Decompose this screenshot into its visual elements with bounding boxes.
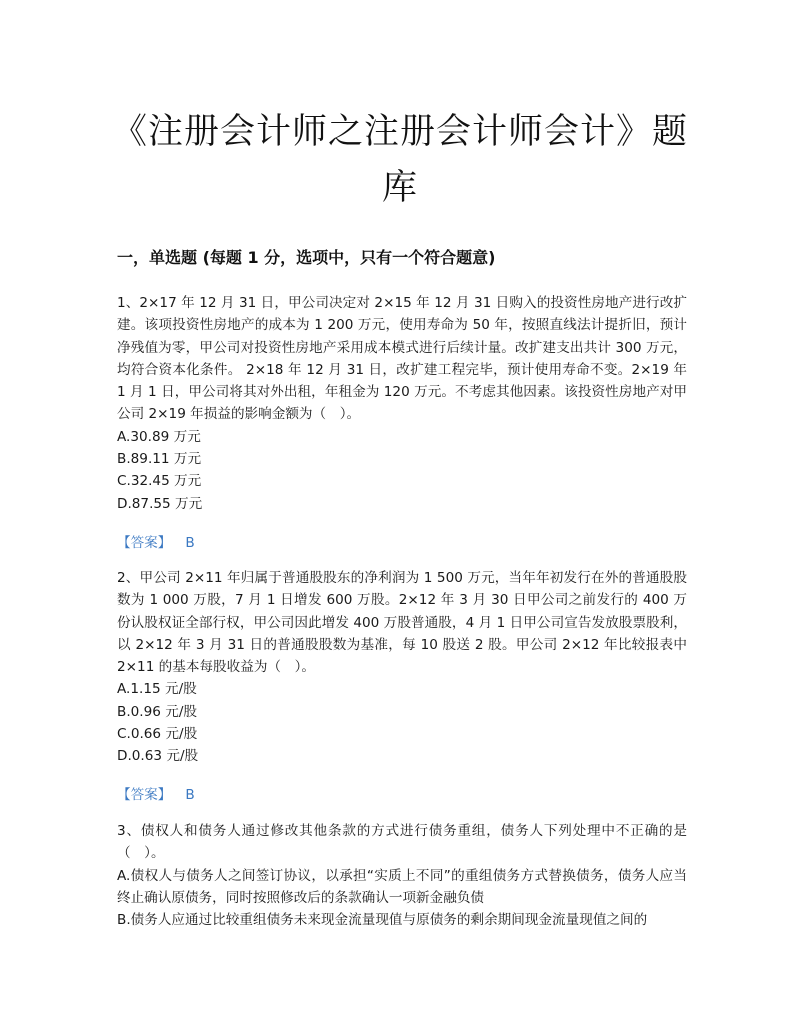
- question-1-option-b: B.89.11 万元: [117, 451, 202, 468]
- answer-value: B: [185, 787, 195, 803]
- question-1-option-d: D.87.55 万元: [117, 495, 203, 512]
- question-3-text: 3、债权人和债务人通过修改其他条款的方式进行债务重组，债务人下列处理中不正确的是（ ）。: [117, 823, 687, 862]
- question-1-answer: [117, 532, 195, 554]
- question-2-option-c: C.0.66 元/股: [117, 726, 198, 743]
- section-heading: 一，单选题 (每题 1 分，选项中，只有一个符合题意): [117, 248, 496, 267]
- question-2-answer: [117, 784, 195, 806]
- answer-label: 【答案】: [117, 787, 172, 803]
- question-3-option-b: B.债务人应通过比较重组债务未来现金流量现值与原债务的剩余期间现金流量现值之间的: [117, 912, 648, 929]
- question-1-option-c: C.32.45 万元: [117, 473, 202, 490]
- answer-label: 【答案】: [117, 535, 172, 551]
- question-2-option-b: B.0.96 元/股: [117, 703, 198, 720]
- question-2: [117, 567, 687, 768]
- document-title: 《注册会计师之注册会计师会计》题库: [111, 112, 688, 208]
- answer-value: B: [185, 535, 195, 551]
- question-1-option-a: A.30.89 万元: [117, 428, 201, 445]
- question-2-text: 2、甲公司 2×11 年归属于普通股股东的净利润为 1 500 万元，当年年初发行在外的普通股股数为 1 000 万股，7 月 1 日增发 600 万股。2×12 年 3 月 30 日甲公司之前发行的 400 万份认股权证全部行权，甲公司因此增发 400 万股普通股，4 月 1 日甲公司宣告发放股票股利，以 2×12 年 3 月 31 日的普通股股数为基准，每 10 股送 2 股。甲公司 2×12 年比较报表中 2×11 的基本每股收益为（ ）。: [117, 570, 687, 676]
- question-1-text: 1、2×17 年 12 月 31 日，甲公司决定对 2×15 年 12 月 31 日购入的投资性房地产进行改扩建。该项投资性房地产的成本为 1 200 万元，使用寿命为 50 年，按照直线法计提折旧，预计净残值为零，甲公司对投资性房地产采用成本模式进行后续计量。改扩建支出共计 300 万元，均符合资本化条件。 2×18 年 12 月 31 日，改扩建工程完毕，预计使用寿命不变。2×19 年 1 月 1 日，甲公司将其对外出租，年租金为 120 万元。不考虑其他因素。该投资性房地产对甲公司 2×19 年损益的影响金额为（ ）。: [117, 295, 687, 423]
- question-3: [117, 820, 687, 931]
- question-3-option-a: A.债权人与债务人之间签订协议，以承担“实质上不同”的重组债务方式替换债务，债务人应当终止确认原债务，同时按照修改后的条款确认一项新金融负债: [117, 867, 687, 906]
- question-2-option-a: A.1.15 元/股: [117, 681, 197, 698]
- question-1: [117, 292, 687, 515]
- question-2-option-d: D.0.63 元/股: [117, 748, 199, 765]
